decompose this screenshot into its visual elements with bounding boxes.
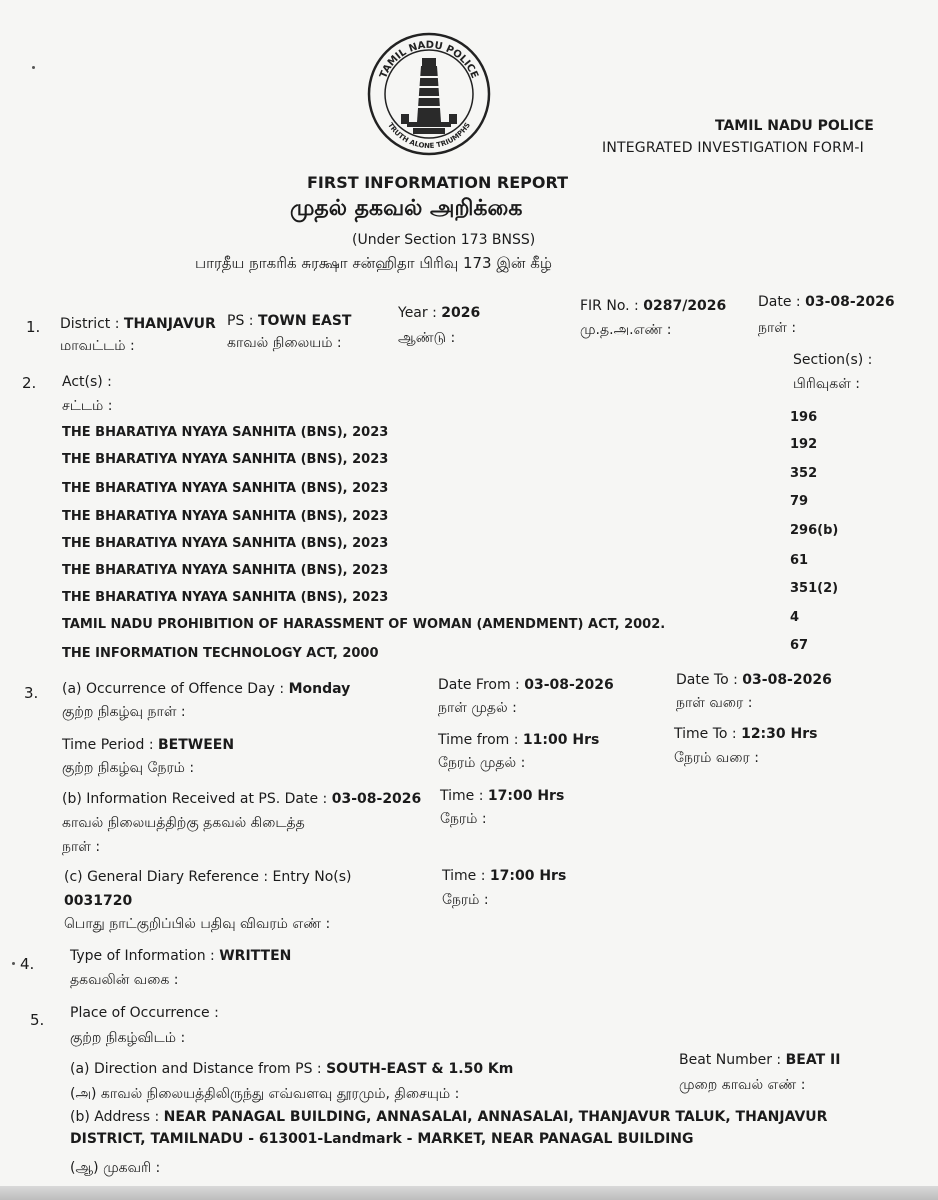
item-number: 1. <box>26 318 41 336</box>
time-period-label-ta: குற்ற நிகழ்வு நேரம் : <box>62 760 195 776</box>
direction-distance-field: (a) Direction and Distance from PS : SOUTH-EAST & 1.50 Km <box>70 1061 514 1077</box>
time-from-field: Time from : 11:00 Hrs <box>438 732 600 748</box>
scan-speck <box>32 66 35 69</box>
item-number: 2. <box>22 374 37 392</box>
department-name: TAMIL NADU POLICE <box>715 118 874 134</box>
beat-number-label-ta: முறை காவல் எண் : <box>679 1077 806 1093</box>
district-field: District : THANJAVUR <box>60 316 216 332</box>
act-name: THE BHARATIYA NYAYA SANHITA (BNS), 2023 <box>62 590 389 605</box>
time-from-label-ta: நேரம் முதல் : <box>438 755 526 771</box>
section-english: (Under Section 173 BNSS) <box>352 232 536 248</box>
general-diary-label-ta: பொது நாட்குறிப்பில் பதிவு விவரம் எண் : <box>64 916 331 932</box>
general-diary-entry: 0031720 <box>64 893 133 909</box>
seal-top-text: TAMIL NADU POLICE <box>378 39 480 81</box>
act-name: TAMIL NADU PROHIBITION OF HARASSMENT OF WOMAN (AMENDMENT) ACT, 2002. <box>62 617 666 632</box>
gd-time-label-ta: நேரம் : <box>442 892 489 908</box>
title-tamil: முதல் தகவல் அறிக்கை <box>290 196 523 221</box>
item-number: 4. <box>20 955 35 973</box>
sections-label-ta: பிரிவுகள் : <box>793 376 860 392</box>
ps-label-ta: காவல் நிலையம் : <box>227 335 342 351</box>
information-type-field: Type of Information : WRITTEN <box>70 948 292 964</box>
info-received-label-ta: காவல் நிலையத்திற்கு தகவல் கிடைத்த <box>62 815 305 831</box>
general-diary-label: (c) General Diary Reference : Entry No(s) <box>64 869 352 885</box>
act-name: THE BHARATIYA NYAYA SANHITA (BNS), 2023 <box>62 563 389 578</box>
offence-day-field: (a) Occurrence of Offence Day : Monday <box>62 681 351 697</box>
section-number: 352 <box>790 466 818 481</box>
tamil-nadu-police-seal <box>365 30 493 158</box>
info-received-label-ta-2: நாள் : <box>62 839 101 855</box>
act-name: THE BHARATIYA NYAYA SANHITA (BNS), 2023 <box>62 452 389 467</box>
address-field: (b) Address : NEAR PANAGAL BUILDING, ANNASALAI, ANNASALAI, THANJAVUR TALUK, THANJAVUR <box>70 1109 828 1125</box>
gd-time-field: Time : 17:00 Hrs <box>442 868 567 884</box>
ps-field: PS : TOWN EAST <box>227 313 352 329</box>
info-time-label-ta: நேரம் : <box>440 811 487 827</box>
scan-speck <box>12 962 15 965</box>
info-received-field: (b) Information Received at PS. Date : 03-08-2026 <box>62 791 422 807</box>
beat-number-field: Beat Number : BEAT II <box>679 1052 841 1068</box>
offence-day-label-ta: குற்ற நிகழ்வு நாள் : <box>62 704 186 720</box>
place-of-occurrence-label: Place of Occurrence : <box>70 1005 219 1021</box>
item-number: 3. <box>24 684 39 702</box>
section-number: 192 <box>790 437 818 452</box>
place-of-occurrence-label-ta: குற்ற நிகழ்விடம் : <box>70 1030 186 1046</box>
date-to-label-ta: நாள் வரை : <box>676 695 753 711</box>
section-number: 79 <box>790 494 809 509</box>
date-from-label-ta: நாள் முதல் : <box>438 700 517 716</box>
time-period-field: Time Period : BETWEEN <box>62 737 235 753</box>
act-name: THE BHARATIYA NYAYA SANHITA (BNS), 2023 <box>62 536 389 551</box>
date-from-field: Date From : 03-08-2026 <box>438 677 614 693</box>
section-number: 296(b) <box>790 523 839 538</box>
acts-label: Act(s) : <box>62 374 112 390</box>
info-time-field: Time : 17:00 Hrs <box>440 788 565 804</box>
acts-label-ta: சட்டம் : <box>62 398 113 414</box>
address-label-ta: (ஆ) முகவரி : <box>70 1160 161 1176</box>
act-name: THE INFORMATION TECHNOLOGY ACT, 2000 <box>62 646 379 661</box>
section-tamil: பாரதீய நாகரிக் சுரக்ஷா சன்ஹிதா பிரிவு 173 இன் கீழ் <box>195 254 552 272</box>
act-name: THE BHARATIYA NYAYA SANHITA (BNS), 2023 <box>62 509 389 524</box>
page-bottom-edge <box>0 1186 938 1200</box>
date-to-field: Date To : 03-08-2026 <box>676 672 832 688</box>
section-number: 67 <box>790 638 809 653</box>
section-number: 196 <box>790 410 818 425</box>
section-number: 4 <box>790 610 800 625</box>
act-name: THE BHARATIYA NYAYA SANHITA (BNS), 2023 <box>62 481 389 496</box>
address-line-2: DISTRICT, TAMILNADU - 613001-Landmark - MARKET, NEAR PANAGAL BUILDING <box>70 1131 694 1147</box>
section-number: 61 <box>790 553 809 568</box>
title-english: FIRST INFORMATION REPORT <box>307 173 568 192</box>
time-to-label-ta: நேரம் வரை : <box>674 750 759 766</box>
fir-number-field: FIR No. : 0287/2026 <box>580 298 727 314</box>
district-label-ta: மாவட்டம் : <box>60 338 135 354</box>
seal-bottom-text: TRUTH ALONE TRIUMPHS <box>386 121 472 151</box>
fir-date-label-ta: நாள் : <box>758 320 797 336</box>
sections-label: Section(s) : <box>793 352 873 368</box>
direction-distance-label-ta: (அ) காவல் நிலையத்திலிருந்து எவ்வளவு தூரமும், திசையும் : <box>70 1086 460 1102</box>
information-type-label-ta: தகவலின் வகை : <box>70 972 179 988</box>
year-field: Year : 2026 <box>398 305 481 321</box>
item-number: 5. <box>30 1011 45 1029</box>
year-label-ta: ஆண்டு : <box>398 330 456 346</box>
act-name: THE BHARATIYA NYAYA SANHITA (BNS), 2023 <box>62 425 389 440</box>
time-to-field: Time To : 12:30 Hrs <box>674 726 818 742</box>
form-name: INTEGRATED INVESTIGATION FORM-I <box>602 140 864 156</box>
fir-date-field: Date : 03-08-2026 <box>758 294 895 310</box>
section-number: 351(2) <box>790 581 839 596</box>
fir-number-label-ta: மு.த.அ.எண் : <box>580 322 672 338</box>
